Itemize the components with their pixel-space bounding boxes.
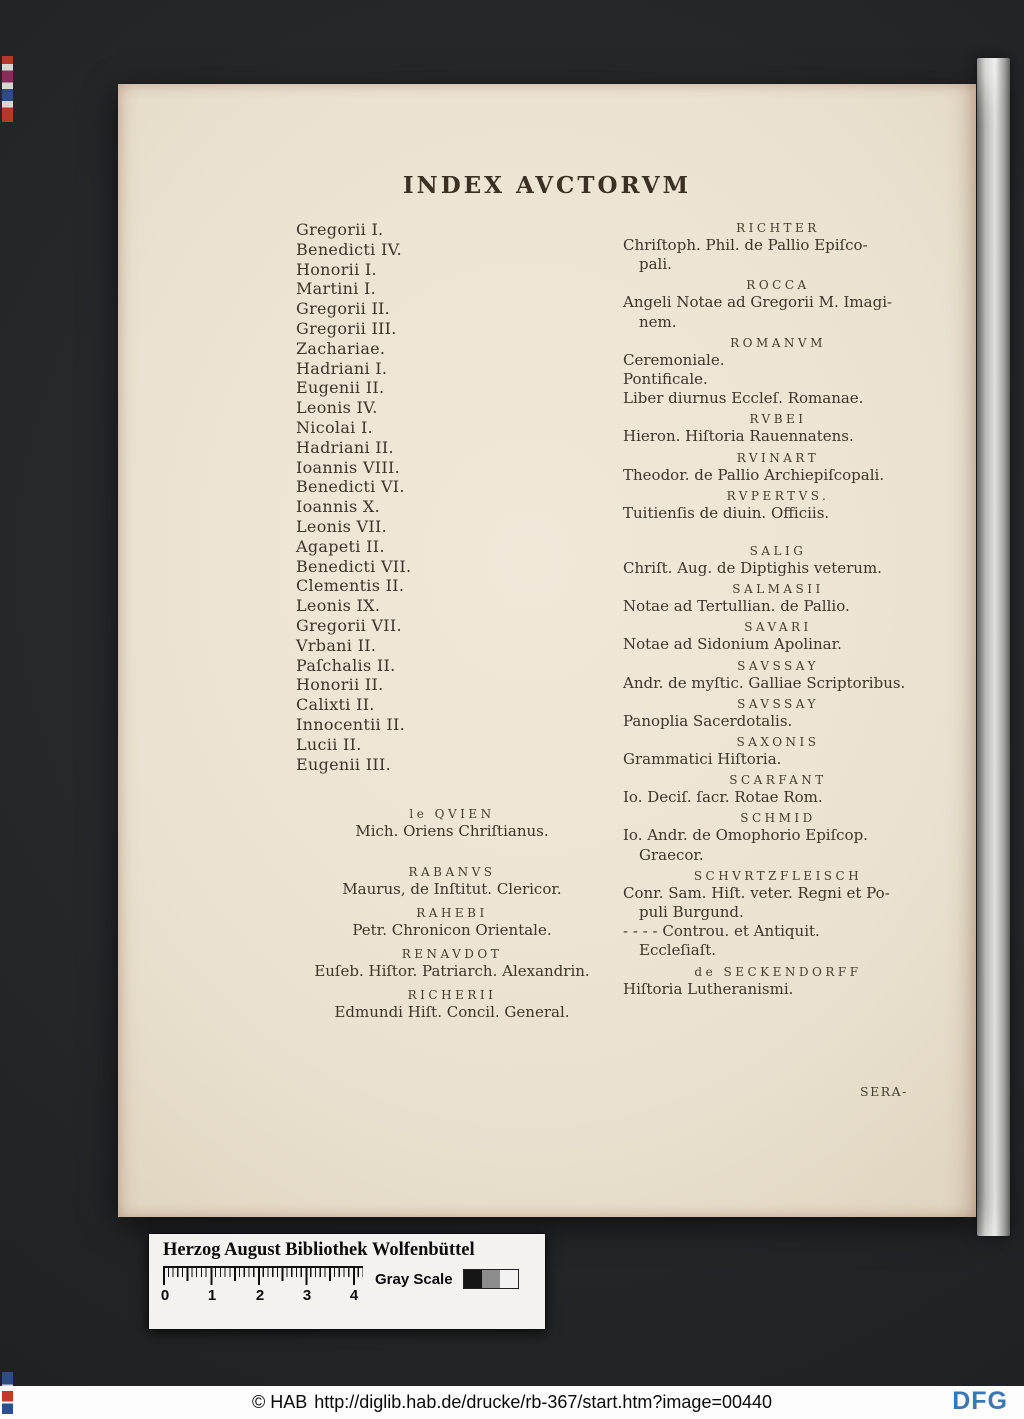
catchword: SERA- xyxy=(860,1084,908,1099)
ruler-number: 4 xyxy=(349,1287,359,1304)
index-name: Innocentii II. xyxy=(296,714,405,734)
author-heading: SAVARI xyxy=(744,620,812,635)
index-entry xyxy=(623,220,933,274)
index-name: Eugenii II. xyxy=(296,378,385,398)
work-title: Conr. Sam. Hiſt. veter. Regni et Po- xyxy=(623,883,890,902)
calibration-card xyxy=(148,1233,546,1330)
author-heading: RVBEI xyxy=(749,412,807,427)
author-heading: le QVIEN xyxy=(409,807,495,822)
work-title: Io. Deciſ. ſacr. Rotae Rom. xyxy=(623,788,823,807)
ruler-number: 1 xyxy=(207,1287,217,1304)
author-heading: RABANVS xyxy=(408,864,496,879)
author-heading: RAHEBI xyxy=(416,905,488,920)
index-entry xyxy=(623,488,933,523)
work-title: Andr. de myſtic. Galliae Scriptoribus. xyxy=(623,673,906,692)
author-heading: SCHMID xyxy=(740,811,816,826)
author-heading: RVPERTVS. xyxy=(726,488,830,503)
gray-scale-swatches xyxy=(463,1269,519,1289)
index-name: Nicolai I. xyxy=(296,417,373,437)
work-title: Petr. Chronicon Orientale. xyxy=(352,920,552,939)
index-name: Clementis II. xyxy=(296,576,405,596)
index-entry xyxy=(296,864,608,899)
pope-name-list xyxy=(296,220,608,774)
index-name: Honorii I. xyxy=(296,259,377,279)
work-title: Panoplia Sacerdotalis. xyxy=(623,711,793,730)
index-entry xyxy=(623,543,933,578)
work-title: Chriſtoph. Phil. de Pallio Epiſco- xyxy=(623,236,868,254)
index-name: Paſchalis II. xyxy=(296,655,396,675)
index-name: Ioannis X. xyxy=(296,497,380,517)
work-title: Euſeb. Hiſtor. Patriarch. Alexandrin. xyxy=(314,961,590,980)
index-entry xyxy=(296,946,608,981)
work-title: Notae ad Sidonium Apolinar. xyxy=(623,635,842,654)
work-title: Eccleſiaſt. xyxy=(639,941,717,960)
book-page-edge xyxy=(977,58,1010,1236)
footer-bar xyxy=(0,1386,1024,1419)
work-title: Maurus, de Inſtitut. Clericor. xyxy=(342,879,562,898)
index-entry xyxy=(623,658,933,693)
author-heading: RENAVDOT xyxy=(401,946,503,961)
index-name: Hadriani I. xyxy=(296,358,388,378)
work-title: - - - - Controu. et Antiquit. xyxy=(623,922,820,941)
work-title: Graecor. xyxy=(639,845,704,864)
author-heading: RICHERII xyxy=(407,988,497,1003)
work-title: Edmundi Hiſt. Concil. General. xyxy=(334,1003,570,1022)
work-title: Angeli Notae ad Gregorii M. Imagi- xyxy=(623,293,893,312)
index-name: Zachariae. xyxy=(296,338,386,358)
index-entry xyxy=(623,335,933,409)
left-column xyxy=(296,220,608,1025)
copyright-line xyxy=(252,1392,772,1413)
author-heading: SCARFANT xyxy=(729,773,827,788)
index-name: Benedicti IV. xyxy=(296,239,403,259)
footer-url: http://diglib.hab.de/drucke/rb-367/start.htm?image=00440 xyxy=(314,1392,773,1412)
index-name: Gregorii III. xyxy=(296,318,397,338)
index-name: Agapeti II. xyxy=(296,536,385,556)
index-name: Leonis IV. xyxy=(296,398,378,418)
copyright-label: © HAB xyxy=(251,1392,308,1412)
author-heading: ROCCA xyxy=(746,278,810,293)
work-title: Mich. Oriens Chriſtianus. xyxy=(355,822,549,841)
color-registration-mark-top xyxy=(2,56,13,122)
index-entry xyxy=(623,772,933,807)
ruler-numbers xyxy=(160,1287,363,1305)
color-registration-mark-footer xyxy=(2,1391,13,1414)
work-title: Ceremoniale. xyxy=(623,350,725,369)
right-column xyxy=(623,220,933,1002)
gray-scale-label: Gray Scale xyxy=(375,1270,453,1288)
work-title: Grammatici Hiſtoria. xyxy=(623,750,782,769)
ruler-number: 2 xyxy=(255,1287,265,1304)
work-title: Notae ad Tertullian. de Pallio. xyxy=(623,597,850,616)
index-name: Benedicti VI. xyxy=(296,477,405,497)
index-name: Eugenii III. xyxy=(296,754,391,774)
work-title: puli Burgund. xyxy=(639,903,744,922)
author-heading: SAVSSAY xyxy=(737,696,819,711)
index-name: Calixti II. xyxy=(296,695,375,715)
author-heading: SALIG xyxy=(749,544,807,559)
index-name: Gregorii I. xyxy=(296,220,384,239)
index-entry xyxy=(623,450,933,485)
work-title: Chriſt. Aug. de Diptighis veterum. xyxy=(623,559,882,578)
ruler-number: 0 xyxy=(160,1287,170,1304)
gray-scale-patch xyxy=(375,1268,519,1290)
index-entry xyxy=(296,987,608,1022)
index-name: Leonis VII. xyxy=(296,516,388,536)
work-title: Theodor. de Pallio Archiepiſcopali. xyxy=(623,465,885,484)
index-name: Gregorii II. xyxy=(296,299,391,319)
index-entry xyxy=(623,411,933,446)
work-title: Hiſtoria Lutheranismi. xyxy=(623,979,794,998)
library-name: Herzog August Bibliothek Wolfenbüttel xyxy=(163,1240,475,1260)
index-entry xyxy=(623,581,933,616)
ruler-ticks xyxy=(163,1266,363,1285)
work-title: Liber diurnus Eccleſ. Romanae. xyxy=(623,389,864,408)
work-title: Tuitienſis de diuin. Officiis. xyxy=(623,503,830,522)
author-heading: SALMASII xyxy=(732,582,824,597)
work-title: Io. Andr. de Omophorio Epiſcop. xyxy=(623,826,868,845)
dfg-logo: DFG xyxy=(952,1387,1008,1415)
work-title: nem. xyxy=(639,312,677,331)
index-name: Leonis IX. xyxy=(296,596,381,616)
index-name: Martini I. xyxy=(296,279,377,299)
index-name: Gregorii VII. xyxy=(296,615,402,635)
index-name: Honorii II. xyxy=(296,675,384,695)
ruler xyxy=(160,1266,363,1305)
index-entry xyxy=(623,964,933,999)
gray-swatch-light xyxy=(500,1270,518,1288)
index-entry xyxy=(623,277,933,331)
index-entry xyxy=(623,810,933,864)
author-heading: de SECKENDORFF xyxy=(694,964,862,979)
page-title: INDEX AVCTORVM xyxy=(402,172,692,199)
gray-swatch-dark xyxy=(464,1270,482,1288)
index-entry xyxy=(623,619,933,654)
index-entry xyxy=(296,806,608,841)
index-entry xyxy=(623,734,933,769)
ruler-number: 3 xyxy=(302,1287,312,1304)
work-title: Pontificale. xyxy=(623,370,708,389)
work-title: pali. xyxy=(639,255,672,274)
work-title: Hieron. Hiſtoria Rauennatens. xyxy=(623,427,854,446)
author-heading: SCHVRTZFLEISCH xyxy=(693,868,863,883)
author-heading: ROMANVM xyxy=(730,335,826,350)
author-heading: SAVSSAY xyxy=(737,658,819,673)
index-entry xyxy=(623,696,933,731)
index-entry xyxy=(623,868,933,961)
index-name: Vrbani II. xyxy=(296,635,377,655)
author-heading: RICHTER xyxy=(736,221,820,235)
index-name: Hadriani II. xyxy=(296,437,394,457)
index-entry xyxy=(296,905,608,940)
index-name: Ioannis VIII. xyxy=(296,457,401,477)
author-heading: SAXONIS xyxy=(736,735,820,750)
index-name: Lucii II. xyxy=(296,734,362,754)
gray-swatch-mid xyxy=(482,1270,500,1288)
scanned-book-page xyxy=(118,84,976,1217)
author-heading: RVINART xyxy=(736,450,820,465)
index-name: Benedicti VII. xyxy=(296,556,412,576)
